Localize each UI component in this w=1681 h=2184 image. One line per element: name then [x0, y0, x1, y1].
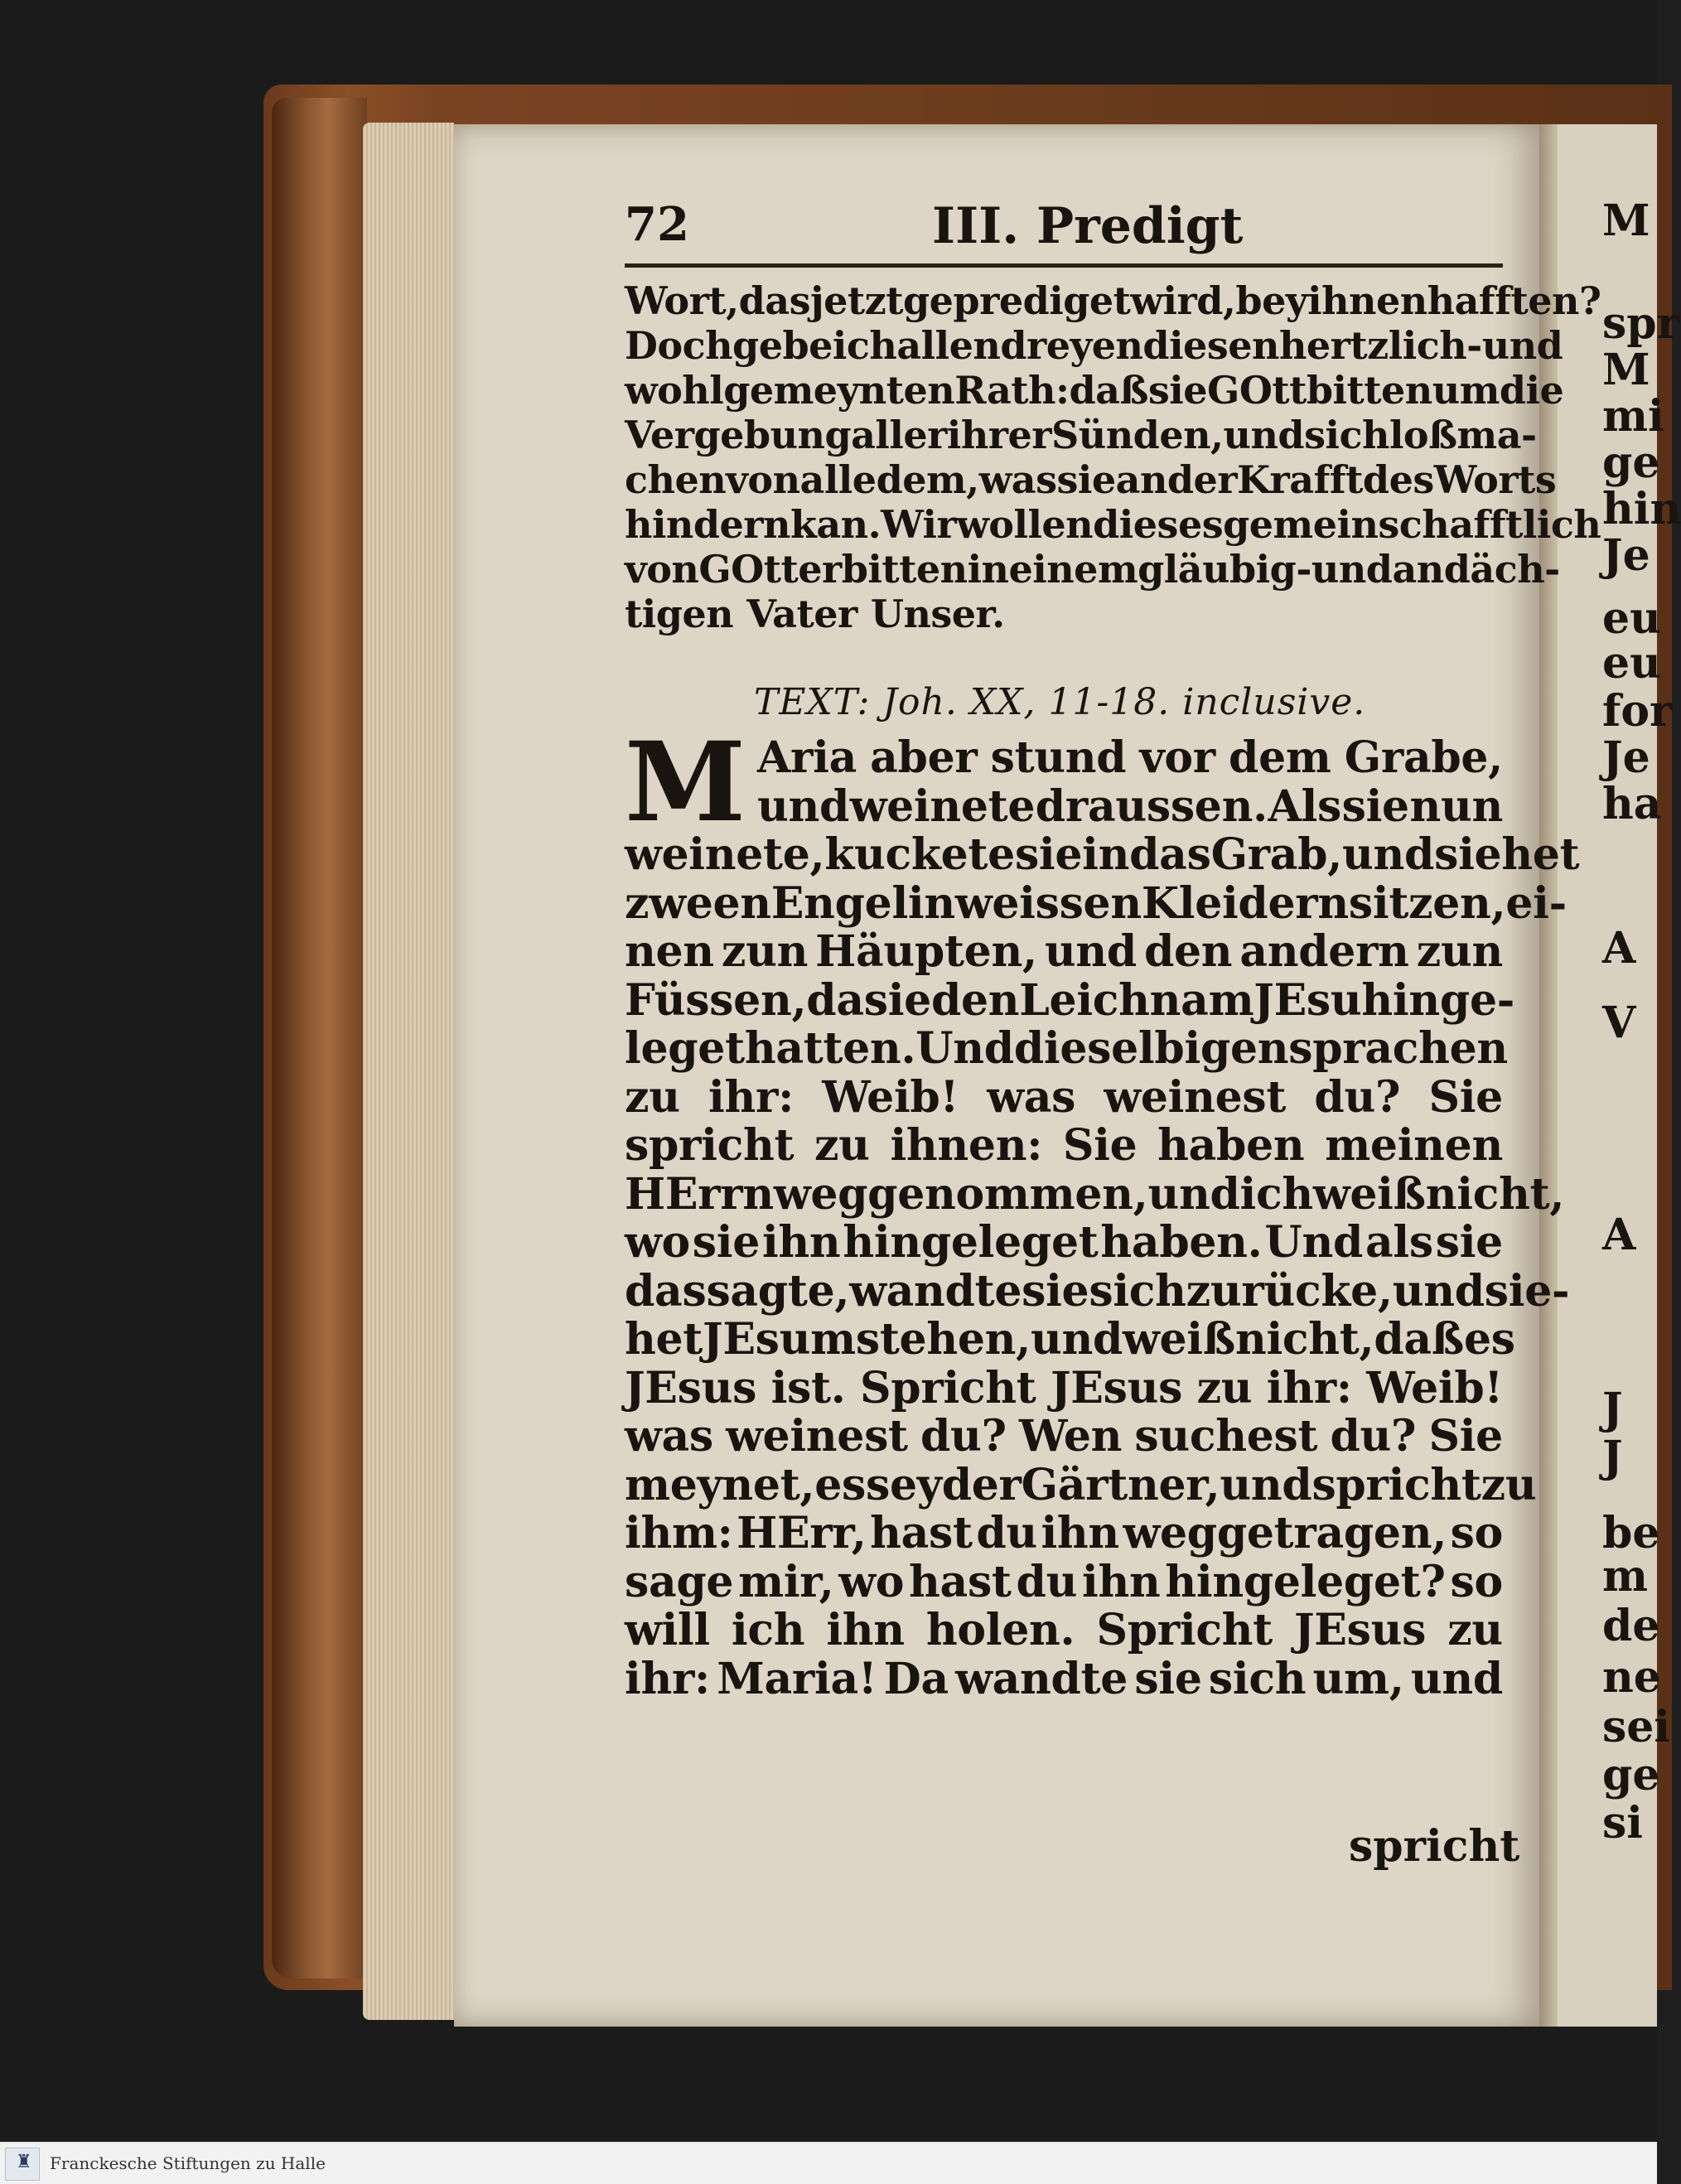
word: weinete [849, 780, 1036, 832]
word: von [726, 457, 800, 502]
word: andäch- [1392, 547, 1560, 592]
word: sie- [1484, 1265, 1570, 1317]
logo-glyph: ♜ [16, 2152, 32, 2172]
right-page-fragment: eu [1602, 593, 1661, 644]
word: sich [1208, 1653, 1307, 1704]
word: wohlgemeynten [625, 368, 955, 413]
word: JEsu [1254, 974, 1362, 1026]
word: hafften? [1427, 278, 1601, 323]
word: Doch [625, 323, 733, 368]
word: ist. [770, 1362, 846, 1413]
text-line [625, 829, 1580, 880]
word: hertzlich- [1278, 323, 1482, 368]
word: der [1167, 457, 1238, 502]
right-page-fragment: m [1602, 1551, 1649, 1602]
word: es [1463, 1314, 1515, 1365]
word: was [978, 457, 1057, 502]
text-line [757, 780, 1503, 832]
word: was [987, 1071, 1076, 1123]
word: Maria! [717, 1653, 877, 1704]
word: weissen [954, 877, 1142, 929]
word: wandte [849, 1265, 1022, 1317]
right-page-fragment: J [1602, 1384, 1623, 1434]
word: zurücke, [1186, 1265, 1393, 1317]
text-line [625, 502, 1601, 547]
word: sie [1341, 780, 1409, 832]
word: Engel [770, 877, 908, 929]
right-page-fragment: ge [1602, 1750, 1660, 1800]
word: das [625, 1265, 707, 1317]
word: daß [1374, 1314, 1464, 1365]
word: ma- [1456, 413, 1537, 457]
word: holen. [925, 1605, 1075, 1655]
footer-bar [0, 2142, 1657, 2184]
right-page-fragment: for [1602, 686, 1673, 737]
word: dieses [1093, 502, 1224, 547]
word: des [1362, 457, 1434, 502]
word: das [738, 278, 810, 323]
word: an [1115, 457, 1167, 502]
word: zu [1447, 1605, 1503, 1655]
word: Als [1268, 780, 1341, 832]
word: JEsum [703, 1314, 856, 1365]
word: sie [863, 974, 931, 1026]
word: als [1365, 1217, 1433, 1268]
word: sie [1022, 1265, 1089, 1317]
word: dem [1229, 732, 1331, 783]
word: sich [1089, 1265, 1186, 1317]
word: ihnen: [890, 1120, 1043, 1171]
word: um, [1312, 1653, 1404, 1704]
word: es [814, 1459, 866, 1510]
word: ich [1239, 1168, 1313, 1220]
word: du [976, 1508, 1037, 1558]
text-line [625, 1219, 1503, 1268]
word: meinen [1325, 1120, 1503, 1171]
word: JEsus [625, 1362, 757, 1413]
word: vor [1139, 732, 1215, 783]
word: GOtt [698, 547, 799, 592]
right-page-fragment: be [1602, 1508, 1660, 1558]
text-line [625, 457, 1557, 502]
word: weggetragen, [1123, 1508, 1447, 1558]
right-page-fragment: de [1602, 1601, 1660, 1651]
right-page-fragment: Je [1602, 530, 1650, 581]
word: dieselbigen [1013, 1023, 1289, 1074]
word: Und [915, 1023, 1014, 1074]
word: Gärtner, [1021, 1459, 1220, 1510]
word: ihrer [946, 413, 1052, 457]
text-line [625, 1655, 1503, 1704]
word: einem [1008, 547, 1138, 592]
word: und [1030, 1314, 1123, 1365]
running-head: III. Predigt [932, 197, 1244, 255]
word: hingeleget? [1165, 1556, 1446, 1607]
right-page-fragment: J [1602, 1432, 1623, 1482]
word: geprediget [903, 278, 1131, 323]
word: meynet, [625, 1459, 815, 1510]
word: sie [1147, 368, 1208, 413]
word: het [625, 1314, 703, 1365]
word: Worts [1433, 457, 1557, 502]
word: gebe [732, 323, 833, 368]
word: und [1410, 1653, 1503, 1704]
word: du [1016, 1556, 1078, 1607]
text-line [625, 1510, 1503, 1558]
word: Leichnam [1019, 974, 1254, 1026]
word: und [1147, 1168, 1240, 1220]
word: dreyen [1000, 323, 1143, 368]
word: um [1432, 368, 1500, 413]
word: und [1044, 926, 1137, 977]
word: kuckete [824, 829, 1015, 880]
footer-credit: Franckesche Stiftungen zu Halle [50, 2153, 326, 2173]
right-page-fragment: mi [1602, 391, 1664, 442]
word: aber [870, 732, 978, 783]
word: stund [990, 732, 1127, 783]
word: diesen [1142, 323, 1279, 368]
right-page-fragment: hin [1602, 484, 1681, 534]
text-line [625, 413, 1537, 457]
word: jetzt [809, 278, 903, 323]
word: in [907, 877, 955, 929]
word: so [1450, 1508, 1503, 1558]
text-line [625, 1607, 1503, 1655]
text-line [625, 1071, 1503, 1123]
word: Sie [1428, 1411, 1503, 1462]
word: Vater [746, 592, 857, 636]
word: draussen. [1035, 780, 1268, 832]
word: von [625, 547, 699, 592]
text-line [625, 1168, 1565, 1220]
text-line [757, 734, 1503, 783]
page-edges [363, 123, 454, 2020]
word: Kleidern [1141, 877, 1349, 929]
right-page-fragment: si [1602, 1798, 1644, 1848]
word: sitzen, [1348, 877, 1506, 929]
word: nicht, [1234, 1314, 1374, 1365]
right-page-fragment: ge [1602, 437, 1660, 488]
word: Wir [881, 502, 957, 547]
word: hatten. [744, 1023, 916, 1074]
word: der [941, 1459, 1022, 1510]
text-line [625, 278, 1601, 323]
word: gemeinschafftlich [1223, 502, 1601, 547]
catchword: spricht [1349, 1821, 1520, 1872]
text-line [625, 974, 1515, 1026]
word: du? [1314, 1071, 1401, 1123]
word: zun [721, 926, 809, 977]
word: sie [1134, 1653, 1202, 1704]
word: sie [1056, 457, 1116, 502]
text-line [625, 592, 1503, 636]
book-spine [272, 98, 367, 1979]
right-page-fragment: M [1602, 345, 1650, 395]
word: sie [1014, 829, 1083, 880]
text-line [625, 1459, 1537, 1510]
word: wandte [955, 1653, 1128, 1704]
word: spricht [625, 1120, 795, 1171]
word: hindern [625, 502, 790, 547]
word: sage [625, 1556, 734, 1607]
word: zu [814, 1120, 870, 1171]
word: zween [625, 877, 771, 929]
word: ihn [826, 1605, 905, 1655]
word: ihm: [625, 1508, 733, 1558]
word: weinest [1104, 1071, 1287, 1123]
right-page-fragment: sei [1602, 1702, 1671, 1752]
text-heading: TEXT: Joh. XX, 11-18. inclusive. [754, 681, 1366, 723]
word: bitten [1306, 368, 1432, 413]
right-page-fragment: A [1602, 923, 1636, 974]
word: weinest [726, 1411, 908, 1462]
word: daß [1069, 368, 1148, 413]
text-line [625, 1314, 1515, 1365]
text-line [625, 1023, 1508, 1074]
word: das [1129, 829, 1211, 880]
word: zu [625, 1071, 680, 1123]
word: sie [692, 1217, 761, 1268]
word: will [625, 1605, 710, 1655]
word: weinete, [625, 829, 825, 880]
word: HErrn [625, 1168, 774, 1220]
word: sey [866, 1459, 942, 1510]
word: und [1223, 413, 1305, 457]
word: haben [1157, 1120, 1305, 1171]
word: da [806, 974, 864, 1026]
word: die [1499, 368, 1564, 413]
word: zun [1416, 926, 1503, 977]
word: nen [625, 926, 714, 977]
word: bey [1235, 278, 1308, 323]
word: kan. [790, 502, 882, 547]
institution-logo[interactable] [5, 2148, 40, 2181]
word: ihr: [625, 1653, 710, 1704]
right-page-fragment: ne [1602, 1652, 1661, 1703]
word: mir, [738, 1556, 834, 1607]
word: allen [896, 323, 1001, 368]
word: Grabe, [1344, 732, 1503, 783]
right-page-fragment: eu [1602, 638, 1661, 689]
text-line [625, 1362, 1503, 1413]
right-page-fragment: M [1602, 196, 1650, 246]
text-line [625, 368, 1564, 413]
word: sprachen [1288, 1023, 1508, 1074]
right-page-fragment: Je [1602, 732, 1650, 783]
word: nun [1409, 780, 1503, 832]
word: JEsus [1294, 1605, 1427, 1655]
word: sich [1304, 413, 1389, 457]
word: alle [799, 457, 877, 502]
word: siehet [1434, 829, 1580, 880]
word: Weib! [822, 1071, 959, 1123]
word: und [1220, 1459, 1312, 1510]
page-number: 72 [625, 197, 689, 252]
word: du? [1330, 1411, 1417, 1462]
word: Und [1264, 1217, 1364, 1268]
word: nicht, [1425, 1168, 1565, 1220]
word: HErr, [737, 1508, 867, 1558]
right-page-fragment: A [1602, 1210, 1636, 1260]
text-line [625, 547, 1560, 592]
word: chen [625, 457, 727, 502]
word: ihr: [1266, 1362, 1352, 1413]
word: Da [883, 1653, 949, 1704]
word: in [1082, 829, 1130, 880]
word: gläubig- [1138, 547, 1311, 592]
word: suchest [1134, 1411, 1318, 1462]
word: ihr: [708, 1071, 794, 1123]
word: erbitten [798, 547, 968, 592]
word: Sünden, [1051, 413, 1224, 457]
word: Rath: [954, 368, 1070, 413]
word: Wen [1018, 1411, 1123, 1462]
paragraph-scripture [625, 718, 1580, 1704]
word: hast [909, 1556, 1012, 1607]
word: Weib! [1366, 1362, 1503, 1413]
word: und [1392, 1265, 1485, 1317]
right-page-fragment: V [1602, 998, 1636, 1048]
word: den [1143, 926, 1233, 977]
word: GOtt [1207, 368, 1307, 413]
word: andern [1239, 926, 1409, 977]
word: ihnen [1307, 278, 1427, 323]
drop-initial: M [625, 718, 746, 847]
word: spricht [1311, 1459, 1481, 1510]
word: ihn [761, 1217, 841, 1268]
word: hast [870, 1508, 973, 1558]
word: hingeleget [843, 1217, 1099, 1268]
word: du? [920, 1411, 1007, 1462]
word: aller [851, 413, 947, 457]
word: und [1481, 323, 1563, 368]
word: Spricht [860, 1362, 1036, 1413]
text-line [625, 877, 1567, 929]
word: weiß [1123, 1314, 1235, 1365]
word: ihn [1082, 1556, 1161, 1607]
word: Unser. [870, 592, 1005, 636]
word: ihn [1041, 1508, 1119, 1558]
word: den [930, 974, 1020, 1026]
header-rule [625, 263, 1503, 268]
word: JEsus [1050, 1362, 1183, 1413]
word: Wort, [625, 278, 739, 323]
word: wollen [956, 502, 1094, 547]
word: leget [625, 1023, 745, 1074]
word: haben. [1100, 1217, 1263, 1268]
text-line [625, 323, 1563, 368]
word: weggenommen, [773, 1168, 1148, 1220]
word: so [1450, 1556, 1503, 1607]
word: ich [832, 323, 897, 368]
word: was [625, 1411, 713, 1462]
word: loß [1389, 413, 1457, 457]
word: ich [731, 1605, 805, 1655]
right-page-fragment: ha [1602, 779, 1662, 829]
word: ei- [1505, 877, 1567, 929]
word: Füssen, [625, 974, 807, 1026]
word: zu [1481, 1459, 1537, 1510]
word: zu [1196, 1362, 1253, 1413]
word: Häupten, [815, 926, 1037, 977]
word: wo [838, 1556, 905, 1607]
word: wo [625, 1217, 690, 1268]
word: und [1311, 547, 1393, 592]
text-line [625, 1265, 1570, 1317]
word: sagte, [706, 1265, 850, 1317]
word: in [967, 547, 1009, 592]
word: Sie [1062, 1120, 1138, 1171]
text-line [625, 1558, 1503, 1607]
paragraph-intro [625, 278, 1601, 636]
word: tigen [625, 592, 734, 636]
text-line [625, 928, 1503, 977]
word: wird, [1130, 278, 1236, 323]
word: weiß [1312, 1168, 1426, 1220]
word: dem, [876, 457, 979, 502]
right-page-fragment: spr [1602, 298, 1680, 349]
word: Vergebung [625, 413, 852, 457]
word: und [757, 780, 850, 832]
text-line [625, 1122, 1503, 1171]
word: hinge- [1361, 974, 1515, 1026]
word: sie [1435, 1217, 1503, 1268]
word: stehen, [855, 1314, 1031, 1365]
word: Spricht [1096, 1605, 1273, 1655]
word: und [1342, 829, 1435, 880]
word: Grab, [1210, 829, 1343, 880]
text-line [625, 1413, 1503, 1462]
word: Sie [1428, 1071, 1503, 1123]
word: Krafft [1237, 457, 1363, 502]
word: Aria [757, 732, 857, 783]
